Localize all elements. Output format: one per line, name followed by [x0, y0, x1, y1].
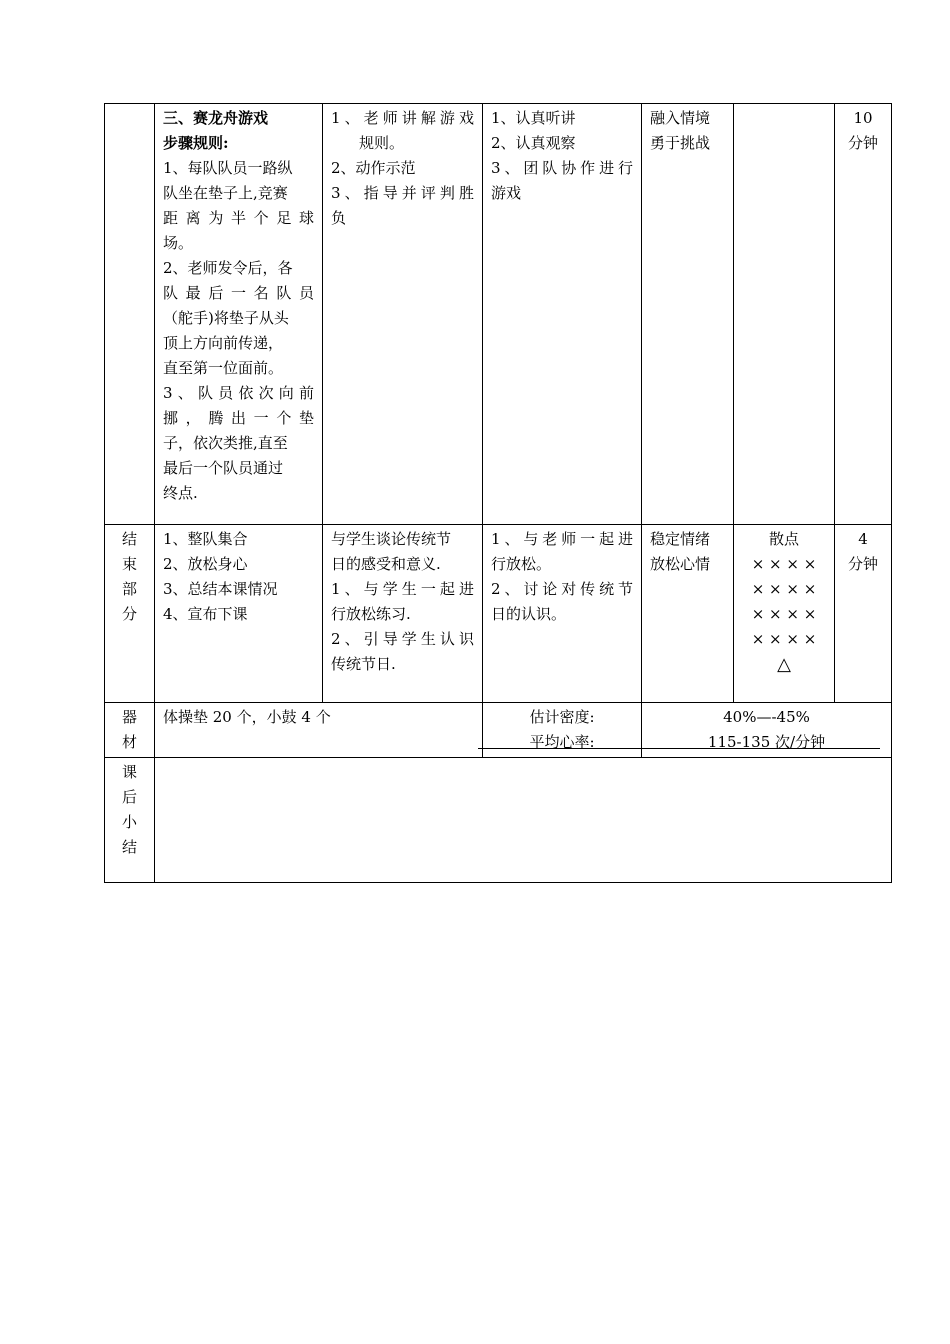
goal-line: 稳定情绪: [650, 530, 711, 548]
teacher-activity-line: 2、动作示范: [331, 159, 416, 177]
game-rule-line: 2、老师发令后，各: [163, 259, 293, 277]
goal-line: 放松心情: [650, 555, 711, 573]
student-activity-line: 2、讨论对传统节: [491, 580, 633, 598]
end-part-label-cell: [105, 525, 155, 703]
heart-rate-value: 115-135 次/分钟: [707, 733, 826, 751]
game-content-cell: [155, 104, 323, 525]
equipment-divider-line: [478, 748, 880, 749]
summary-row: [105, 758, 892, 883]
formation-row: × × × ×: [751, 605, 817, 623]
equipment-items: 体操垫 20 个，小鼓 4 个: [163, 708, 331, 726]
equipment-label-char: 材: [121, 733, 137, 751]
game-rule-line: 1、每队队员一路纵: [163, 159, 293, 177]
lesson-plan-table: [104, 103, 892, 883]
student-activity-line: 1、与老师一起进: [491, 530, 633, 548]
end-content-line: 4、宣布下课: [163, 605, 248, 623]
summary-label-char: 小: [121, 813, 137, 831]
part-label-char: 分: [121, 605, 137, 623]
game-formation-cell: [734, 104, 835, 525]
teacher-activity-line: 2、引导学生认识: [331, 630, 474, 648]
part-label-char: 部: [121, 580, 137, 598]
goal-line: 勇于挑战: [650, 134, 711, 152]
end-formation-cell: [734, 525, 835, 703]
end-row: [105, 525, 892, 703]
equipment-label-char: 器: [121, 708, 137, 726]
equipment-items-cell: [155, 703, 483, 758]
part-label-char: 束: [121, 555, 137, 573]
game-rule-line: 终点.: [163, 484, 198, 502]
game-part-cell: [105, 104, 155, 525]
end-time-cell: [835, 525, 892, 703]
teacher-activity-line: 1、老师讲解游戏: [331, 109, 474, 127]
student-activity-line: 日的认识。: [491, 605, 567, 623]
teacher-activity-line: 1、与学生一起进: [331, 580, 474, 598]
time-value: 10: [853, 109, 873, 127]
game-rule-line: 顶上方向前传递，: [163, 334, 284, 352]
teacher-activity-line: 行放松练习.: [331, 605, 411, 623]
game-rule-line: 场。: [163, 234, 194, 252]
summary-label-cell: [105, 758, 155, 883]
game-title: 三、赛龙舟游戏: [163, 109, 269, 127]
teacher-activity-line: 规则。: [359, 134, 405, 152]
end-content-line: 3、总结本课情况: [163, 580, 278, 598]
summary-label-char: 后: [121, 788, 137, 806]
heart-rate-label: 平均心率:: [529, 733, 595, 751]
formation-row: × × × ×: [751, 555, 817, 573]
teacher-activity-line: 3、指导并评判胜: [331, 184, 474, 202]
end-content-line: 2、放松身心: [163, 555, 248, 573]
game-goal-cell: [642, 104, 734, 525]
time-unit: 分钟: [847, 134, 878, 152]
game-student-cell: [483, 104, 642, 525]
end-goal-cell: [642, 525, 734, 703]
formation-title: 散点: [768, 530, 799, 548]
end-content-cell: [155, 525, 323, 703]
game-teacher-cell: [323, 104, 483, 525]
game-rule-line: 子，依次类推,直至: [163, 434, 288, 452]
game-rule-line: 挪，腾出一个垫: [163, 409, 314, 427]
game-rule-line: 3、队员依次向前: [163, 384, 314, 402]
formation-row: × × × ×: [751, 630, 817, 648]
student-activity-line: 2、认真观察: [491, 134, 576, 152]
time-value: 4: [858, 530, 868, 548]
load-value-cell: [642, 703, 892, 758]
teacher-position-triangle-icon: △: [777, 654, 791, 675]
summary-label-char: 课: [121, 763, 137, 781]
equipment-row: [105, 703, 892, 758]
game-rule-line: （舵手)将垫子从头: [163, 309, 289, 327]
game-time-cell: [835, 104, 892, 525]
teacher-activity-line: 与学生谈论传统节: [331, 530, 452, 548]
student-activity-line: 行放松。: [491, 555, 552, 573]
equipment-label-cell: [105, 703, 155, 758]
game-rule-line: 最后一个队员通过: [163, 459, 284, 477]
part-label-char: 结: [121, 530, 137, 548]
student-activity-line: 游戏: [491, 184, 522, 202]
density-label: 估计密度:: [529, 708, 595, 726]
teacher-activity-line: 传统节日.: [331, 655, 396, 673]
end-student-cell: [483, 525, 642, 703]
game-rule-line: 直至第一位面前。: [163, 359, 284, 377]
teacher-activity-line: 日的感受和意义.: [331, 555, 441, 573]
time-unit: 分钟: [847, 555, 878, 573]
summary-label-char: 结: [121, 838, 137, 856]
game-rule-line: 队最后一名队员: [163, 284, 314, 302]
density-value: 40%—-45%: [723, 708, 810, 726]
student-activity-line: 1、认真听讲: [491, 109, 576, 127]
game-subtitle: 步骤规则:: [163, 134, 229, 152]
game-rule-line: 队坐在垫子上,竞赛: [163, 184, 288, 202]
goal-line: 融入情境: [650, 109, 711, 127]
formation-row: × × × ×: [751, 580, 817, 598]
student-activity-line: 3、团队协作进行: [491, 159, 633, 177]
summary-content-cell: [155, 758, 892, 883]
teacher-activity-line: 负: [331, 209, 347, 227]
end-teacher-cell: [323, 525, 483, 703]
game-rule-line: 距离为半个足球: [163, 209, 314, 227]
load-label-cell: [483, 703, 642, 758]
game-row: [105, 104, 892, 525]
end-content-line: 1、整队集合: [163, 530, 248, 548]
